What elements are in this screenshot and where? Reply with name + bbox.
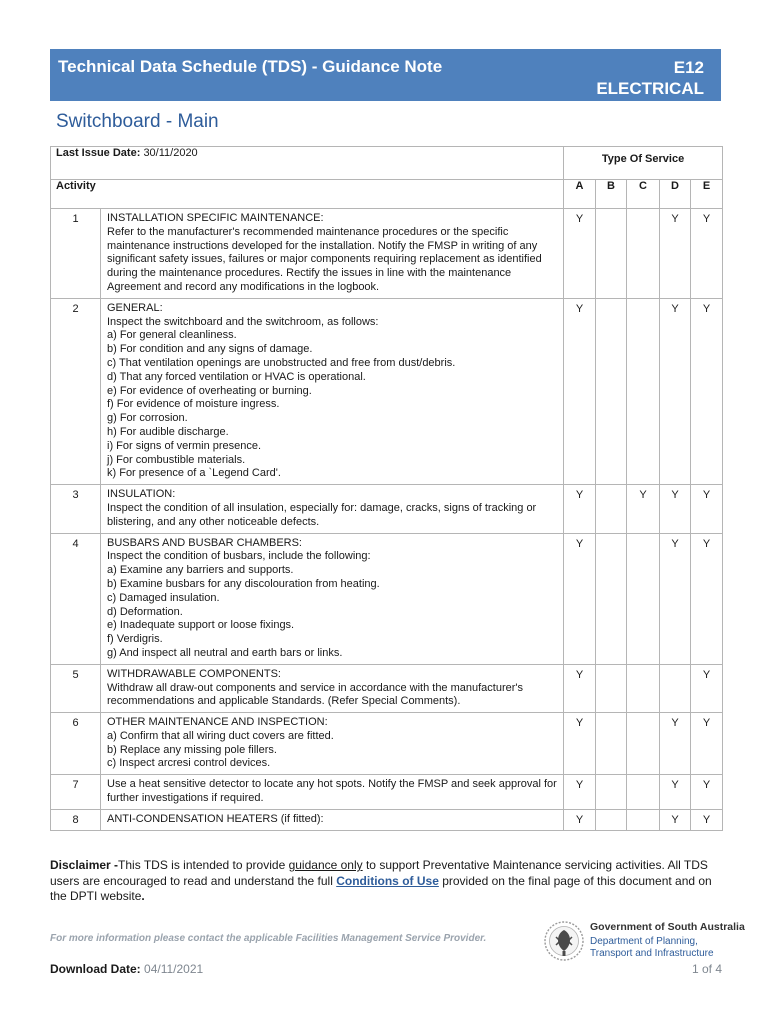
activity-line: b) Replace any missing pole fillers. xyxy=(107,743,277,756)
service-mark xyxy=(596,533,627,664)
schedule-subtitle: Switchboard - Main xyxy=(56,111,219,132)
service-mark xyxy=(596,713,627,775)
service-mark: Y xyxy=(660,485,691,533)
activity-line: INSULATION: xyxy=(107,488,176,501)
service-mark: Y xyxy=(691,209,723,299)
service-mark: Y xyxy=(691,485,723,533)
activity-line: BUSBARS AND BUSBAR CHAMBERS: xyxy=(107,536,302,549)
service-mark: Y xyxy=(691,775,723,810)
service-mark xyxy=(596,298,627,484)
activity-line: a) Examine any barriers and supports. xyxy=(107,564,294,577)
activity-number: 4 xyxy=(51,533,101,664)
service-mark xyxy=(627,775,660,810)
service-mark: Y xyxy=(564,775,596,810)
guidance-only-text: guidance only xyxy=(288,858,363,872)
activity-description xyxy=(101,664,564,712)
disclaimer-text-3: provided on the final page of this document and on the DPTI website xyxy=(50,873,712,903)
activity-number: 5 xyxy=(51,664,101,712)
service-mark xyxy=(627,713,660,775)
service-mark xyxy=(596,209,627,299)
service-mark: Y xyxy=(564,533,596,664)
activity-line: g) For corrosion. xyxy=(107,412,188,425)
activity-description xyxy=(101,713,564,775)
type-of-service-heading: Type Of Service xyxy=(564,147,723,180)
document-header xyxy=(50,49,721,101)
service-mark: Y xyxy=(660,809,691,830)
disclaimer xyxy=(50,858,720,905)
service-mark xyxy=(596,775,627,810)
service-mark xyxy=(627,664,660,712)
service-mark xyxy=(627,809,660,830)
issue-date-label: Last Issue Date: xyxy=(56,147,141,159)
activity-heading: Activity xyxy=(51,180,564,209)
activity-line: Withdraw all draw-out components and service in accordance with the manufacturer's recommendations and applicable Standards. (Refer Special Comments). xyxy=(107,681,524,708)
activity-line: OTHER MAINTENANCE AND INSPECTION: xyxy=(107,716,328,729)
issue-date-cell xyxy=(51,147,564,180)
activity-line: Inspect the condition of all insulation, especially for: damage, cracks, signs of tracking or blistering, and any other noticeable defects. xyxy=(107,501,537,528)
page-number: 1 of 4 xyxy=(691,962,722,976)
service-mark: Y xyxy=(564,485,596,533)
government-logo xyxy=(543,918,745,964)
service-mark: Y xyxy=(691,809,723,830)
contact-note: For more information please contact the applicable Facilities Management Service Provider. xyxy=(50,933,487,944)
government-name: Government of South Australia xyxy=(590,921,745,933)
activity-line: c) Damaged insulation. xyxy=(107,591,220,604)
activity-description xyxy=(101,775,564,810)
download-date-value: 04/11/2021 xyxy=(144,962,204,976)
disclaimer-lead: Disclaimer - xyxy=(50,858,119,872)
service-mark: Y xyxy=(564,713,596,775)
service-mark: Y xyxy=(564,209,596,299)
disclaimer-text-2: to support Preventative Maintenance servicing activities. All TDS users are encouraged to read and understand the full xyxy=(50,858,708,888)
activity-line: k) For presence of a `Legend Card'. xyxy=(107,467,281,480)
sa-crest-icon xyxy=(543,918,585,964)
service-mark xyxy=(596,664,627,712)
activity-number: 3 xyxy=(51,485,101,533)
activity-line: e) For evidence of overheating or burning. xyxy=(107,384,312,397)
activity-line: j) For combustible materials. xyxy=(107,453,246,466)
schedule-code: E12 xyxy=(673,58,704,77)
service-mark: Y xyxy=(564,664,596,712)
activity-line: b) For condition and any signs of damage. xyxy=(107,343,313,356)
document-code xyxy=(596,57,704,99)
service-mark: Y xyxy=(660,713,691,775)
activity-line: INSTALLATION SPECIFIC MAINTENANCE: xyxy=(107,212,324,224)
service-mark: Y xyxy=(660,775,691,810)
service-mark xyxy=(660,664,691,712)
issue-date-value: 30/11/2020 xyxy=(143,147,198,159)
issue-date-row xyxy=(51,147,723,180)
activity-line: i) For signs of vermin presence. xyxy=(107,439,262,452)
service-mark: Y xyxy=(691,664,723,712)
service-mark xyxy=(627,298,660,484)
table-row xyxy=(51,664,723,712)
service-mark xyxy=(596,485,627,533)
activity-line: Use a heat sensitive detector to locate any hot spots. Notify the FMSP and seek approval for further investigations if required. xyxy=(107,778,557,805)
activity-number: 6 xyxy=(51,713,101,775)
activity-line: f) Verdigris. xyxy=(107,633,163,646)
activity-line: Inspect the switchboard and the switchroom, as follows: xyxy=(107,315,379,328)
activity-line: g) And inspect all neutral and earth bars or links. xyxy=(107,646,343,659)
activity-line: GENERAL: xyxy=(107,301,163,314)
service-mark: Y xyxy=(564,298,596,484)
activity-description xyxy=(101,533,564,664)
service-col-a: A xyxy=(564,180,596,209)
activity-line: ANTI-CONDENSATION HEATERS (if fitted): xyxy=(107,812,324,825)
service-mark: Y xyxy=(660,298,691,484)
download-date xyxy=(50,962,203,976)
activity-line: d) Deformation. xyxy=(107,605,183,618)
conditions-of-use-link[interactable]: Conditions of Use xyxy=(336,873,439,888)
activity-line: h) For audible discharge. xyxy=(107,425,229,438)
activity-number: 2 xyxy=(51,298,101,484)
service-mark: Y xyxy=(691,533,723,664)
service-mark: Y xyxy=(660,209,691,299)
department-name: Department of Planning, Transport and Infrastructure xyxy=(590,936,714,959)
table-row xyxy=(51,485,723,533)
service-mark xyxy=(627,209,660,299)
disclaimer-text-1: This TDS is intended to provide xyxy=(118,858,289,872)
document-title: Technical Data Schedule (TDS) - Guidance Note xyxy=(58,57,443,76)
activity-line: WITHDRAWABLE COMPONENTS: xyxy=(107,667,281,680)
activity-line: Refer to the manufacturer's recommended maintenance procedures or the specific maintenance instructions developed for the installation. Notify the FMSP in writing of any significant safety issues, failures or major components requiring replacement as identified during the maintenance procedures. Rectify the issues in line with the maintenance Agreement and record any modifications in the logbook. xyxy=(107,225,542,293)
activity-line: Inspect the condition of busbars, include the following: xyxy=(107,550,371,563)
table-row xyxy=(51,775,723,810)
service-col-e: E xyxy=(691,180,723,209)
schedule-category: ELECTRICAL xyxy=(596,79,704,98)
service-mark: Y xyxy=(660,533,691,664)
service-mark: Y xyxy=(627,485,660,533)
schedule-table xyxy=(50,146,723,831)
service-col-c: C xyxy=(627,180,660,209)
activity-description xyxy=(101,485,564,533)
activity-description xyxy=(101,809,564,830)
activity-line: d) That any forced ventilation or HVAC is operational. xyxy=(107,370,366,383)
activity-description xyxy=(101,298,564,484)
activity-number: 1 xyxy=(51,209,101,299)
activity-description xyxy=(101,209,564,299)
activity-line: e) Inadequate support or loose fixings. xyxy=(107,619,295,632)
activity-line: c) Inspect arcresi control devices. xyxy=(107,757,271,770)
table-row xyxy=(51,209,723,299)
disclaimer-end: . xyxy=(141,889,145,903)
table-row xyxy=(51,713,723,775)
service-mark: Y xyxy=(691,298,723,484)
activity-line: a) Confirm that all wiring duct covers are fitted. xyxy=(107,729,334,742)
activity-line: c) That ventilation openings are unobstructed and free from dust/debris. xyxy=(107,356,456,369)
service-mark: Y xyxy=(691,713,723,775)
service-mark: Y xyxy=(564,809,596,830)
service-col-b: B xyxy=(596,180,627,209)
service-col-d: D xyxy=(660,180,691,209)
activity-line: f) For evidence of moisture ingress. xyxy=(107,398,280,411)
activity-number: 8 xyxy=(51,809,101,830)
table-row xyxy=(51,533,723,664)
column-header-row xyxy=(51,180,723,209)
activity-line: a) For general cleanliness. xyxy=(107,329,237,342)
service-mark xyxy=(596,809,627,830)
table-row xyxy=(51,809,723,830)
table-row xyxy=(51,298,723,484)
activity-line: b) Examine busbars for any discolouration from heating. xyxy=(107,577,380,590)
activity-number: 7 xyxy=(51,775,101,810)
download-date-label: Download Date: xyxy=(50,962,141,976)
service-mark xyxy=(627,533,660,664)
